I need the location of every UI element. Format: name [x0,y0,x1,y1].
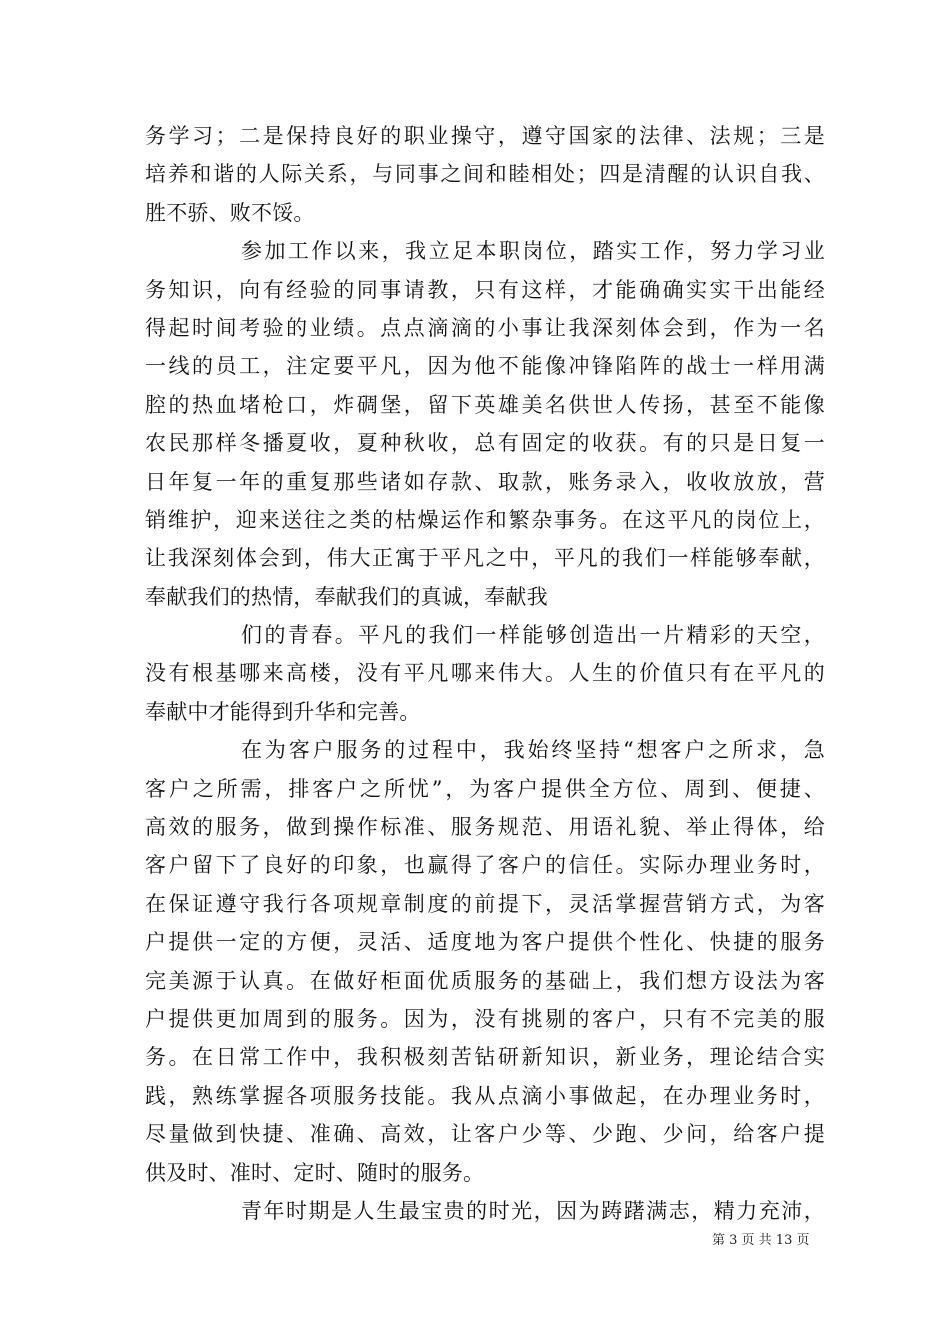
paragraph-first-line: 青年时期是人生最宝贵的时光，因为踌躇满志，精力充沛， [241,1198,825,1223]
body-text [145,117,825,1230]
text-line: 务知识，向有经验的同事请教，只有这样，才能确确实实干出能经 [145,277,825,302]
text-line: 让我深刻体会到，伟大正寓于平凡之中，平凡的我们一样能够奉献， [145,546,825,571]
paragraph-first-line: 参加工作以来，我立足本职岗位，踏实工作，努力学习业 [241,239,825,264]
text-line: 完美源于认真。在做好柜面优质服务的基础上，我们想方设法为客 [145,968,825,993]
text-line: 奉献我们的热情，奉献我们的真诚，奉献我 [145,584,548,609]
text-line: 在保证遵守我行各项规章制度的前提下，灵活掌握营销方式，为客 [145,891,825,916]
text-line: 一线的员工，注定要平凡，因为他不能像冲锋陷阵的战士一样用满 [145,354,825,379]
text-line: 尽量做到快捷、准确、高效，让客户少等、少跑、少问，给客户提 [145,1122,825,1147]
text-line: 客户之所需，排客户之所忧”，为客户提供全方位、周到、便捷、 [145,776,825,801]
text-line: 供及时、准时、定时、随时的服务。 [145,1160,485,1185]
text-line: 户提供一定的方便，灵活、适度地为客户提供个性化、快捷的服务 [145,930,825,955]
text-line: 客户留下了良好的印象，也赢得了客户的信任。实际办理业务时， [145,853,825,878]
text-line: 农民那样冬播夏收，夏种秋收，总有固定的收获。有的只是日复一 [145,431,825,456]
text-line: 胜不骄、败不馁。 [145,200,315,225]
paragraph-first-line: 们的青春。平凡的我们一样能够创造出一片精彩的天空， [241,623,825,648]
text-line: 户提供更加周到的服务。因为，没有挑剔的客户，只有不完美的服 [145,1006,825,1031]
text-line: 销维护，迎来送往之类的枯燥运作和繁杂事务。在这平凡的岗位上， [145,507,825,532]
text-line: 得起时间考验的业绩。点点滴滴的小事让我深刻体会到，作为一名 [145,315,825,340]
text-line: 培养和谐的人际关系，与同事之间和睦相处；四是清醒的认识自我、 [145,162,825,187]
text-line: 高效的服务，做到操作标准、服务规范、用语礼貌、举止得体，给 [145,815,825,840]
text-line: 务学习；二是保持良好的职业操守，遵守国家的法律、法规；三是 [145,124,825,148]
text-line: 没有根基哪来高楼，没有平凡哪来伟大。人生的价值只有在平凡的 [145,661,825,686]
text-line: 务。在日常工作中，我积极刻苦钻研新知识，新业务，理论结合实 [145,1045,825,1070]
text-line: 日年复一年的重复那些诸如存款、取款，账务录入，收收放放，营 [145,469,825,494]
text-line: 践，熟练掌握各项服务技能。我从点滴小事做起，在办理业务时， [145,1083,825,1108]
text-line: 奉献中才能得到升华和完善。 [145,699,421,724]
page-number-footer: 第 3 页 共 13 页 [712,1233,810,1248]
text-line: 腔的热血堵枪口，炸碉堡，留下英雄美名供世人传扬，甚至不能像 [145,392,825,417]
paragraph-first-line: 在为客户服务的过程中，我始终坚持“想客户之所求，急 [241,738,825,763]
